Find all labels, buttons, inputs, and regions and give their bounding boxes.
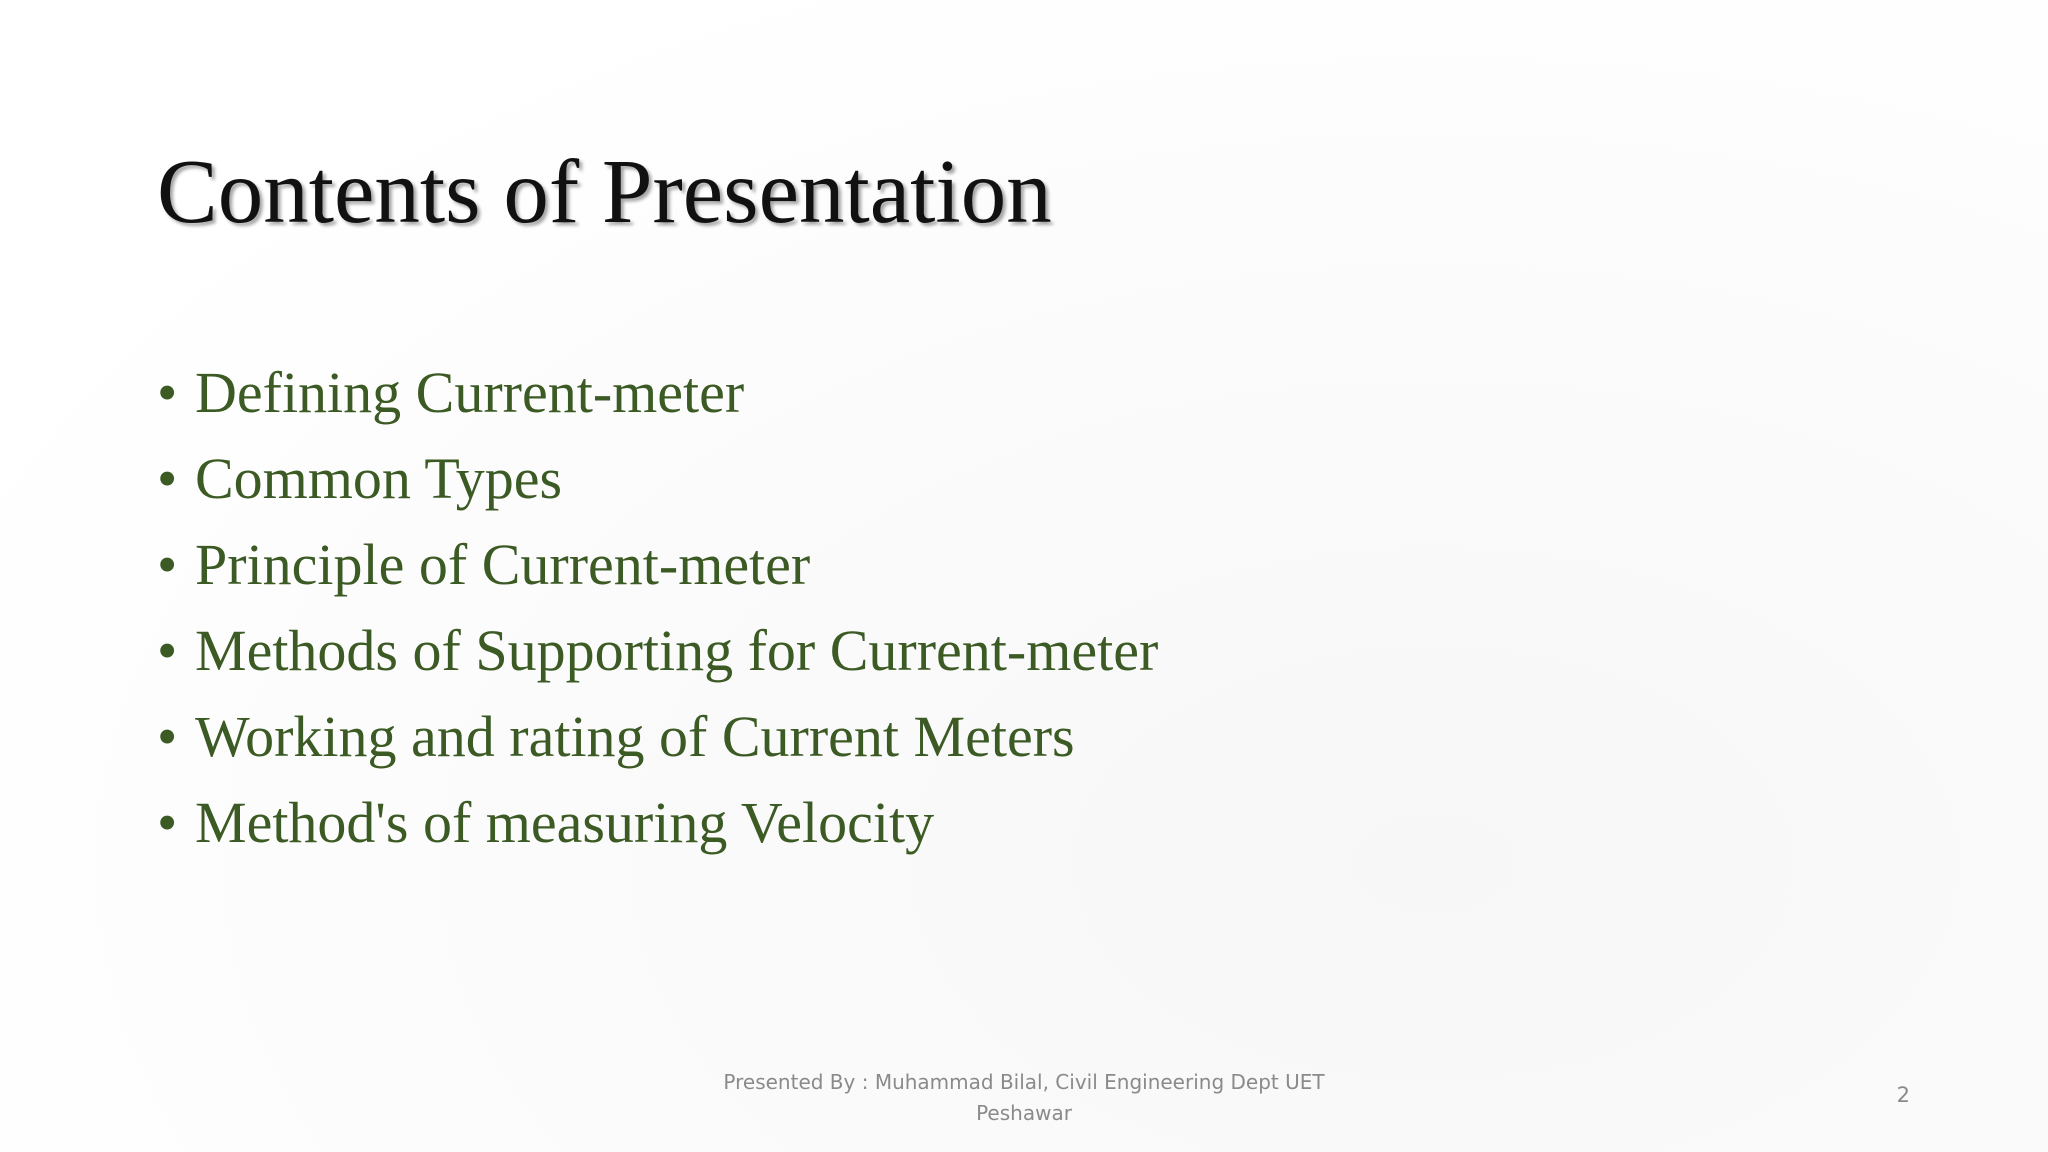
contents-list	[157, 350, 1158, 866]
bullet-icon: •	[157, 446, 178, 511]
list-item-text: Working and rating of Current Meters	[195, 704, 1075, 769]
bullet-icon: •	[157, 360, 178, 425]
footer-line-1: Presented By : Muhammad Bilal, Civil Engineering Dept UET	[723, 1070, 1325, 1094]
list-item	[157, 436, 1158, 522]
bullet-icon: •	[157, 790, 178, 855]
list-item	[157, 694, 1158, 780]
list-item	[157, 522, 1158, 608]
slide-title: Contents of Presentation	[157, 141, 1052, 242]
bullet-icon: •	[157, 704, 178, 769]
bullet-icon: •	[157, 532, 178, 597]
list-item-text: Common Types	[195, 446, 563, 511]
slide-footer	[640, 1067, 1408, 1129]
bullet-icon: •	[157, 618, 178, 683]
footer-line-2: Peshawar	[976, 1101, 1072, 1125]
list-item	[157, 608, 1158, 694]
list-item-text: Method's of measuring Velocity	[195, 790, 935, 855]
list-item-text: Methods of Supporting for Current-meter	[195, 618, 1159, 683]
list-item-text: Principle of Current-meter	[195, 532, 811, 597]
list-item	[157, 780, 1158, 866]
list-item	[157, 350, 1158, 436]
page-number: 2	[1896, 1083, 1910, 1107]
list-item-text: Defining Current-meter	[195, 360, 745, 425]
